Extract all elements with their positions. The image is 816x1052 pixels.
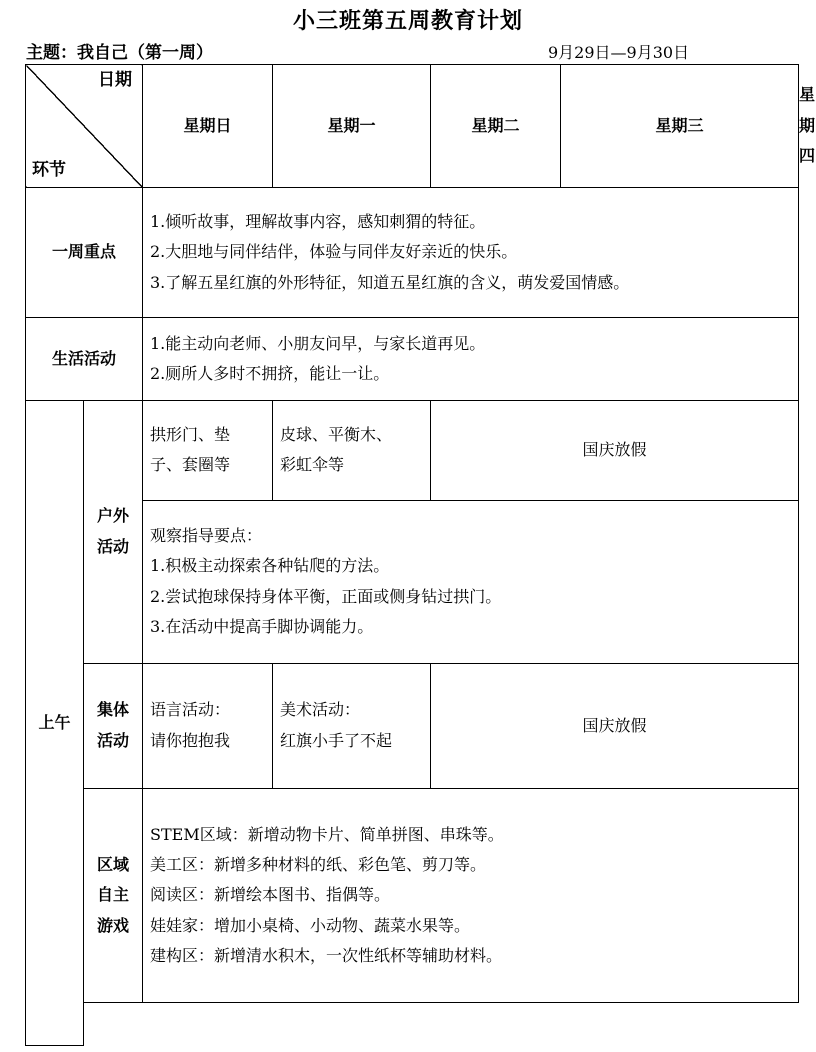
outdoor-sunday-line: 子、套圈等 — [150, 455, 231, 475]
outdoor-label-line: 活动 — [96, 536, 129, 556]
life-activity-content — [143, 318, 799, 401]
day-header-tuesday: 星期二 — [431, 65, 561, 188]
theme-label: 主题：我自己（第一周） — [26, 43, 213, 63]
group-monday-line: 美术活动： — [280, 700, 361, 720]
outdoor-activity-label — [84, 400, 143, 663]
area-item: 娃娃家：增加小桌椅、小动物、蔬菜水果等。 — [150, 915, 471, 935]
day-header-sunday: 星期日 — [143, 65, 273, 188]
area-item: 美工区：新增多种材料的纸、彩色笔、剪刀等。 — [150, 855, 487, 875]
group-activity-row — [26, 663, 799, 788]
outdoor-monday-cell — [273, 400, 431, 500]
outdoor-sunday-line: 拱形门、垫 — [150, 424, 231, 444]
group-sunday-cell — [143, 663, 273, 788]
group-activity-label — [84, 663, 143, 788]
header-row: 日期 环节 星期日 星期一 星期二 星期三 星期四 — [26, 65, 799, 188]
page-title: 小三班第五周教育计划 — [292, 8, 523, 34]
outdoor-monday-line: 皮球、平衡木、 — [280, 424, 393, 444]
outdoor-note: 1.积极主动探索各种钻爬的方法。 — [150, 556, 390, 576]
area-play-row — [26, 788, 799, 1002]
outdoor-monday-line: 彩虹伞等 — [280, 455, 345, 475]
date-range: 9月29日—9月30日 — [548, 43, 690, 62]
area-play-label — [84, 788, 143, 1002]
life-activity-item: 2.厕所人多时不拥挤，能让一让。 — [150, 363, 390, 383]
outdoor-notes-content — [143, 500, 799, 663]
area-item: 建构区：新增清水积木，一次性纸杯等辅助材料。 — [150, 946, 503, 966]
group-monday-line: 红旗小手了不起 — [280, 730, 393, 750]
life-activity-label: 生活活动 — [26, 318, 143, 401]
group-sunday-line: 语言活动： — [150, 700, 231, 720]
group-monday-cell — [273, 663, 431, 788]
area-label-line: 游戏 — [96, 915, 129, 935]
outdoor-note: 2.尝试抱球保持身体平衡，正面或侧身钻过拱门。 — [150, 586, 502, 606]
area-play-content — [143, 788, 799, 1002]
group-sunday-line: 请你抱抱我 — [150, 730, 231, 750]
weekly-focus-content — [143, 187, 799, 317]
area-item: STEM区域：新增动物卡片、简单拼图、串珠等。 — [150, 824, 504, 844]
diagonal-header-cell — [26, 65, 143, 188]
weekly-focus-item: 2.大胆地与同伴结伴，体验与同伴友好亲近的快乐。 — [150, 242, 518, 262]
group-holiday-cell: 国庆放假 — [431, 663, 799, 788]
outdoor-sunday-cell — [143, 400, 273, 500]
morning-label: 上午 — [26, 400, 84, 1045]
date-header-label: 日期 — [98, 70, 132, 90]
group-label-line: 活动 — [96, 730, 129, 750]
outdoor-note: 3.在活动中提高手脚协调能力。 — [150, 617, 374, 637]
outdoor-note: 观察指导要点： — [150, 525, 263, 545]
weekly-focus-row — [26, 187, 799, 317]
area-item: 阅读区：新增绘本图书、指偶等。 — [150, 885, 391, 905]
day-header-wednesday: 星期三 — [561, 65, 799, 188]
life-activity-row — [26, 318, 799, 401]
plan-table — [25, 64, 816, 1046]
area-label-line: 区域 — [96, 855, 129, 875]
outdoor-activity-row — [26, 400, 799, 500]
weekly-focus-item: 3.了解五星红旗的外形特征，知道五星红旗的含义，萌发爱国情感。 — [150, 272, 630, 292]
area-label-line: 自主 — [96, 885, 129, 905]
outdoor-holiday-cell: 国庆放假 — [431, 400, 799, 500]
outdoor-label-line: 户外 — [96, 506, 129, 526]
weekly-focus-label: 一周重点 — [26, 187, 143, 317]
day-header-monday: 星期一 — [273, 65, 431, 188]
weekly-focus-item: 1.倾听故事，理解故事内容，感知刺猬的特征。 — [150, 211, 486, 231]
group-label-line: 集体 — [96, 700, 129, 720]
afternoon-outdoor-row — [26, 1003, 799, 1046]
life-activity-item: 1.能主动向老师、小朋友问早，与家长道再见。 — [150, 333, 486, 353]
segment-header-label: 环节 — [32, 159, 66, 180]
